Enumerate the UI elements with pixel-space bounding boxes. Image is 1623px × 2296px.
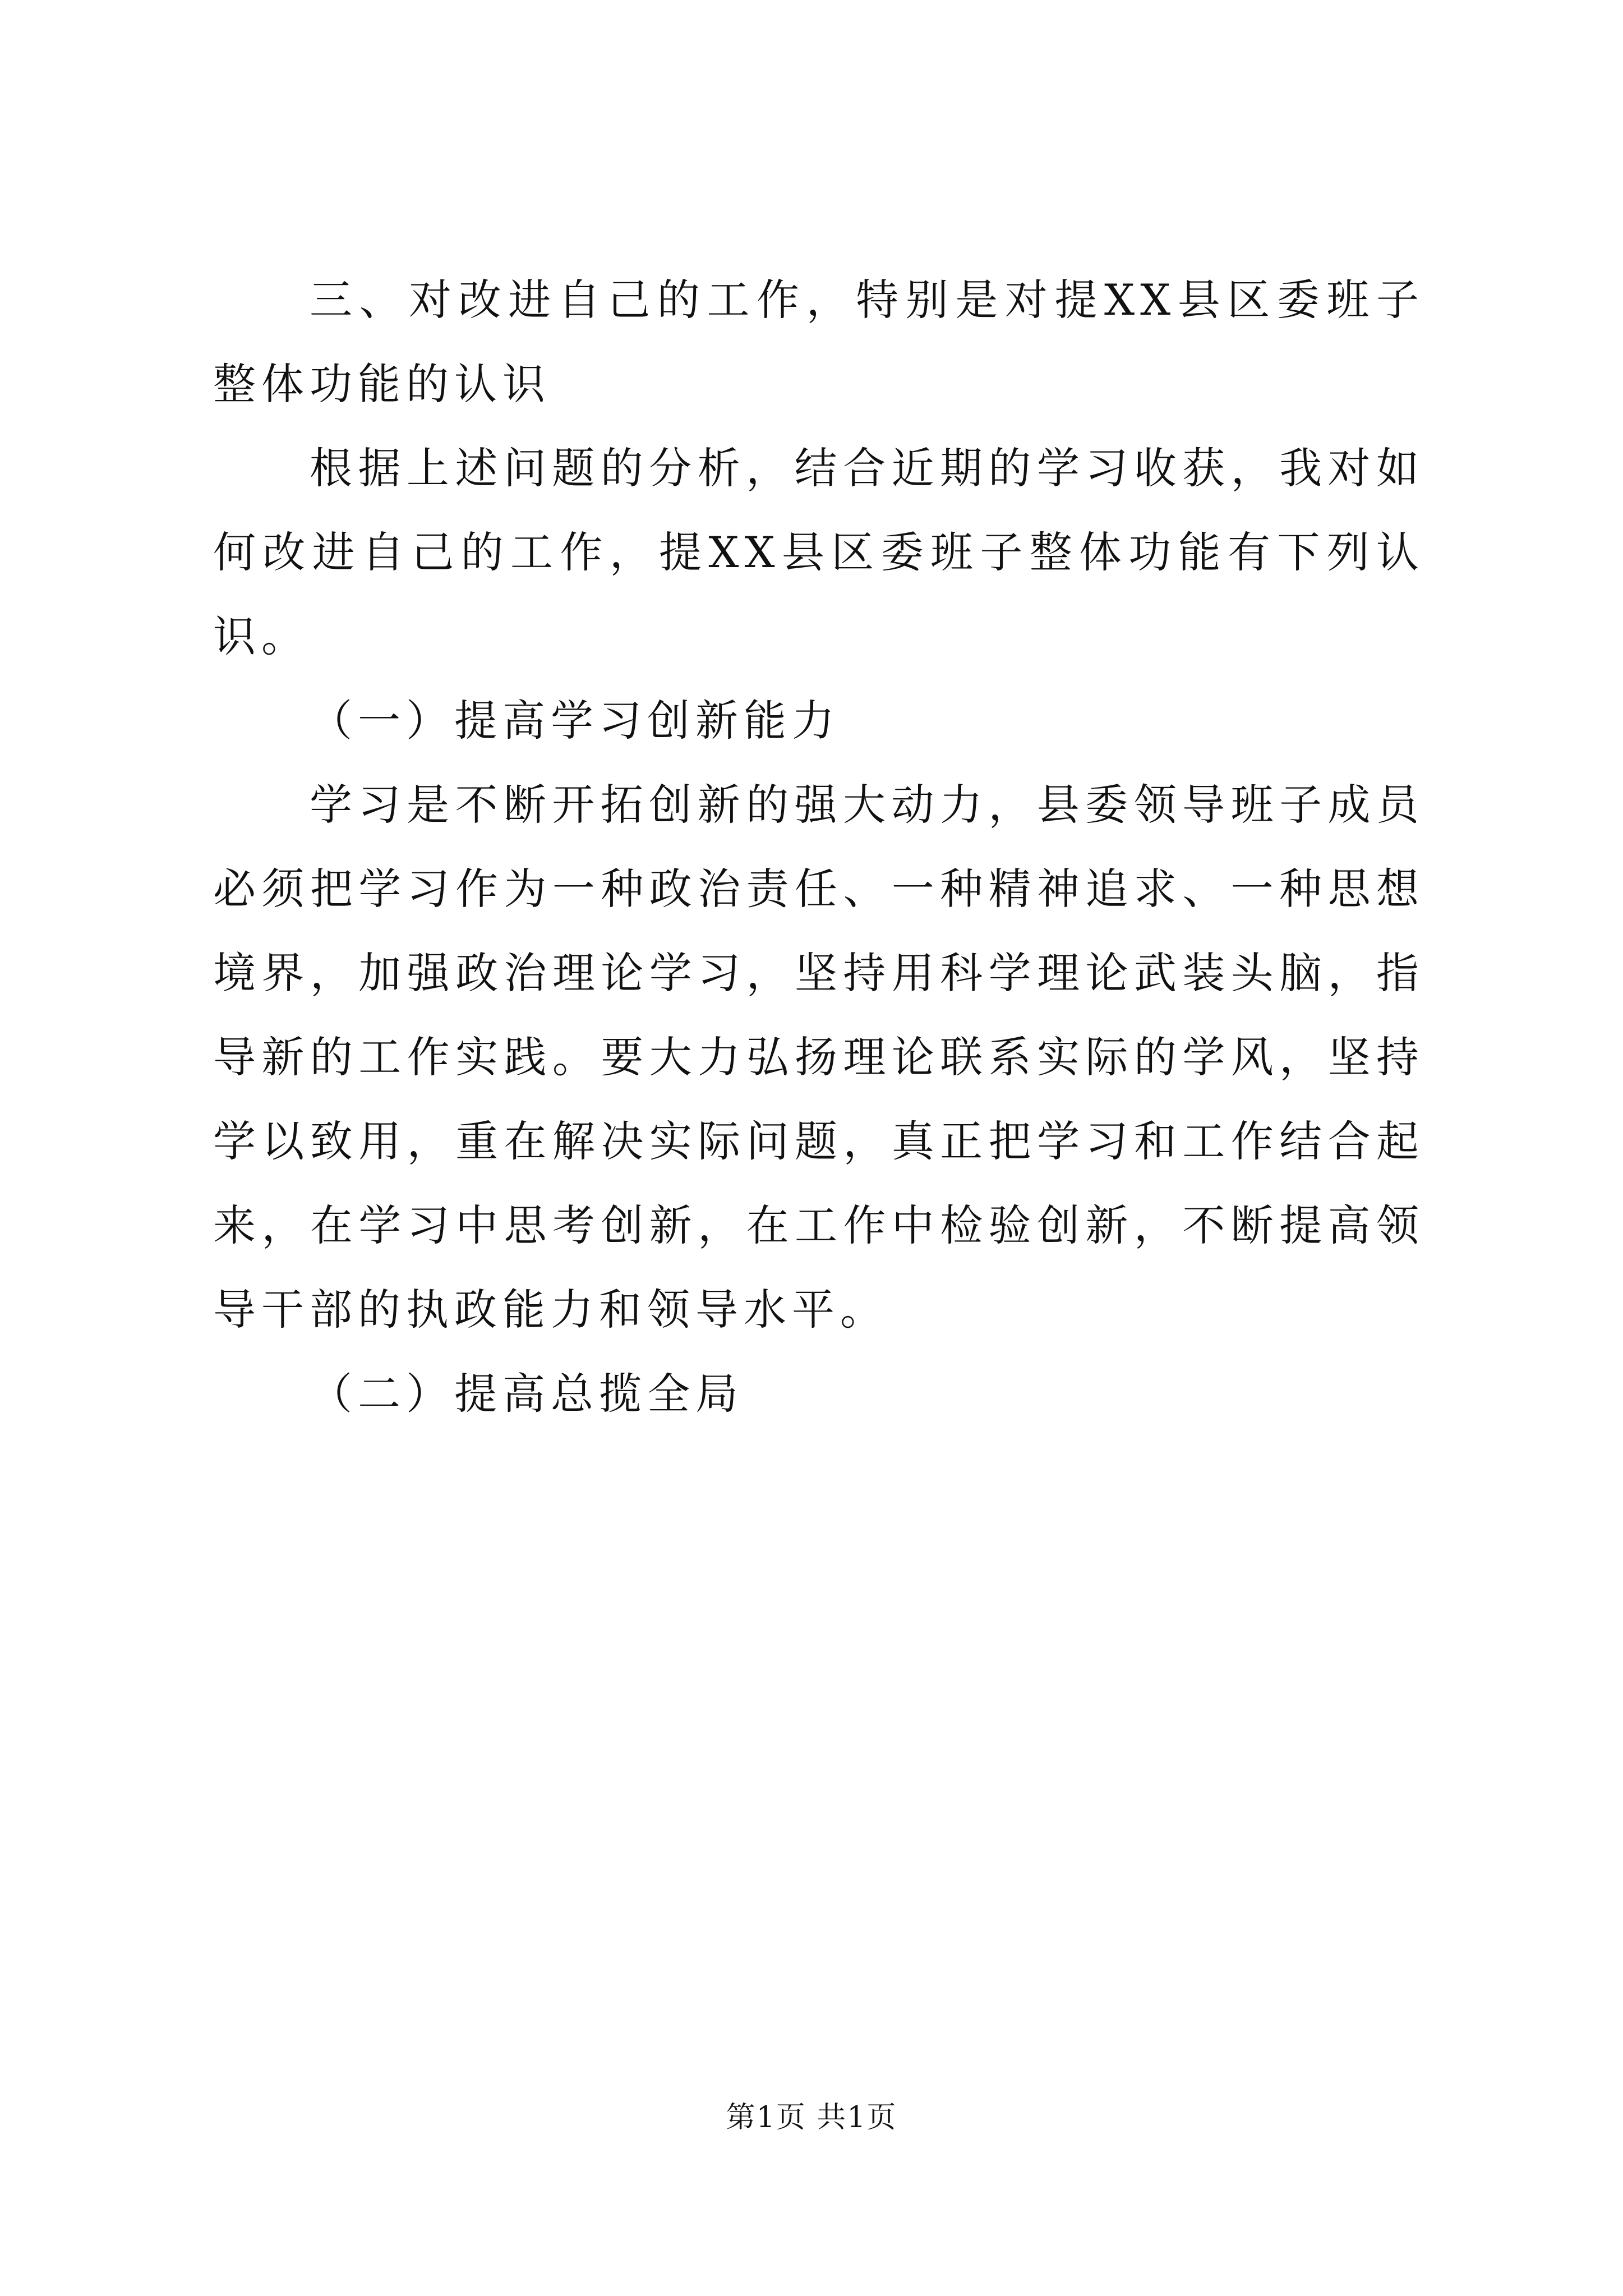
page-footer: 第1页 共1页 [726,2101,897,2134]
document-body [213,258,1424,1436]
subsection-heading-2: （二）提高总揽全局 [310,1369,744,1419]
section-heading: 三、对改进自己的工作，特别是对提XX县区委班子整体功能的认识 [213,275,1424,409]
subsection-heading-1: （一）提高学习创新能力 [310,696,840,746]
body-paragraph: 学习是不断开拓创新的强大动力，县委领导班子成员必须把学习作为一种政治责任、一种精神追求、一种思想境界，加强政治理论学习，坚持用科学理论武装头脑，指导新的工作实践。要大力弘扬理论联系实际的学风，坚持学以致用，重在解决实际问题，真正把学习和工作结合起来，在学习中思考创新，在工作中检验创新，不断提高领导干部的执政能力和领导水平。 [213,780,1424,1335]
intro-paragraph: 根据上述问题的分析，结合近期的学习收获，我对如何改进自己的工作，提XX县区委班子整体功能有下列认识。 [213,443,1424,661]
